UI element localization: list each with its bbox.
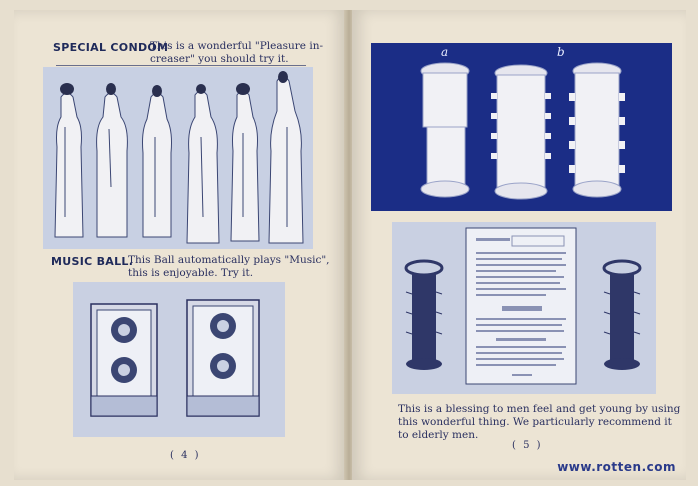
music-ball-illustration <box>73 282 285 437</box>
condom-caption-line2: creaser" you should try it. <box>150 53 289 65</box>
music-ball-heading: MUSIC BALL. <box>51 255 134 268</box>
right-caption-line3: to elderly men. <box>398 429 479 441</box>
condom-caption-line1: This is a wonderful "Pleasure in- <box>150 40 324 52</box>
device-label-a: a <box>441 45 449 59</box>
left-page-number: ( 4 ) <box>170 450 201 461</box>
right-page-number: ( 5 ) <box>512 440 543 451</box>
devices-leaflet-photo <box>392 222 656 394</box>
condom-figures-photo <box>43 67 313 249</box>
device-label-b: b <box>557 45 565 59</box>
devices-dark-illustration <box>371 43 672 211</box>
condom-heading: SPECIAL CONDOM <box>53 41 169 54</box>
music-caption-line2: this is enjoyable. Try it. <box>128 267 254 279</box>
devices-leaflet-illustration <box>392 222 656 394</box>
music-caption-line1: This Ball automatically plays "Music", <box>128 254 330 266</box>
right-caption-line1: This is a blessing to men feel and get young by using <box>398 403 681 415</box>
devices-dark-photo <box>371 43 672 211</box>
right-caption-line2: this wonderful thing. We particularly recommend it <box>398 416 672 428</box>
site-watermark: www.rotten.com <box>557 460 676 474</box>
condom-figures-illustration <box>43 67 313 249</box>
music-ball-photo <box>73 282 285 437</box>
heading-rule <box>56 65 306 66</box>
